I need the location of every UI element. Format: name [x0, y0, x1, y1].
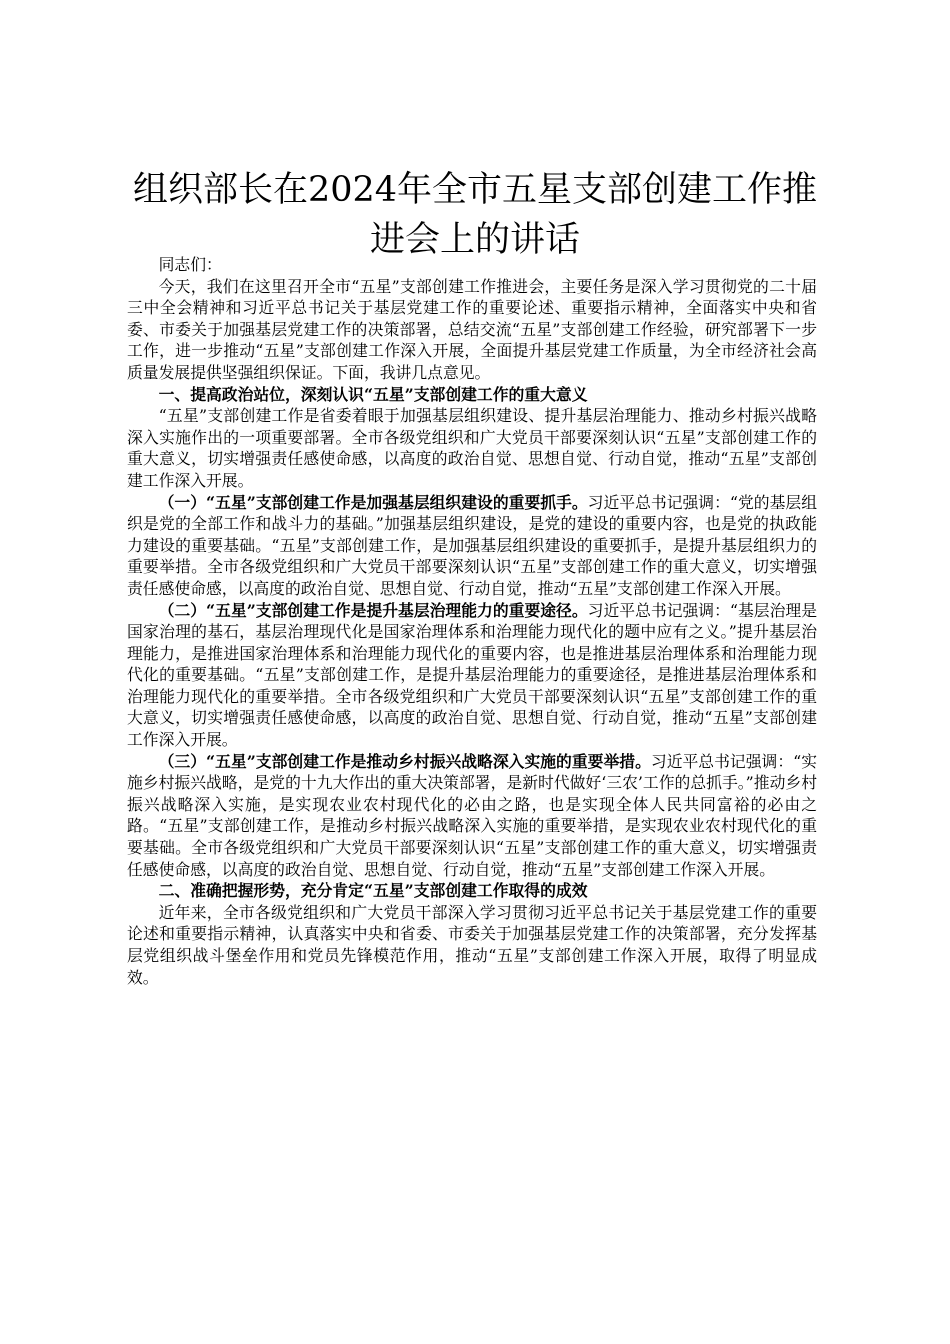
document-title: 组织部长在2024年全市五星支部创建工作推进会上的讲话 [132, 170, 818, 260]
intro-paragraph: 今天，我们在这里召开全市“五星”支部创建工作推进会，主要任务是深入学习贯彻党的二十届三中全会精神和习近平总书记关于基层党建工作的重要论述、重要指示精神，全面落实中央和省委、市委关于加强基层党建工作的决策部署，总结交流“五星”支部创建工作经验，研究部署下一步工作，进一步推动“五星”支部创建工作深入开展，全面提升基层党建工作质量，为全市经济社会高质量发展提供坚强组织保证。下面，我讲几点意见。 [127, 276, 817, 382]
salutation: 同志们： [158, 255, 222, 274]
point-1-text: 习近平总书记强调：“党的基层组织是党的全部工作和战斗力的基础。”加强基层组织建设，是党的建设的重要内容，也是党的执政能力建设的重要基础。“五星”支部创建工作，是加强基层组织建设的重要抓手，是提升基层组织力的重要举措。全市各级党组织和广大党员干部要深刻认识“五星”支部创建工作的重大意义，切实增强责任感使命感，以高度的政治自觉、思想自觉、行动自觉，推动“五星”支部创建工作深入开展。 [127, 492, 817, 598]
point-3-lead: （三）“五星”支部创建工作是推动乡村振兴战略深入实施的重要举措。 [158, 751, 651, 771]
point-1-paragraph [127, 492, 817, 600]
point-1-lead: （一）“五星”支部创建工作是加强基层组织建设的重要抓手。 [158, 492, 588, 512]
point-3-text: 习近平总书记强调：“实施乡村振兴战略，是党的十九大作出的重大决策部署，是新时代做好‘三农’工作的总抓手。”推动乡村振兴战略深入实施，是实现农业农村现代化的必由之路，也是实现全体人民共同富裕的必由之路。“五星”支部创建工作，是推动乡村振兴战略深入实施的重要举措，是实现农业农村现代化的重要基础。全市各级党组织和广大党员干部要深刻认识“五星”支部创建工作的重大意义，切实增强责任感使命感，以高度的政治自觉、思想自觉、行动自觉，推动“五星”支部创建工作深入开展。 [127, 751, 817, 879]
point-2-lead: （二）“五星”支部创建工作是提升基层治理能力的重要途径。 [158, 600, 588, 620]
document-body [127, 254, 817, 988]
point-3-paragraph [127, 751, 817, 881]
section-1-heading: 一、提高政治站位，深刻认识“五星”支部创建工作的重大意义 [158, 384, 588, 404]
point-2-paragraph [127, 600, 817, 751]
section-2-heading: 二、准确把握形势，充分肯定“五星”支部创建工作取得的成效 [158, 881, 588, 901]
point-2-text: 习近平总书记强调：“基层治理是国家治理的基石，基层治理现代化是国家治理体系和治理能力现代化的题中应有之义。”提升基层治理能力，是推进国家治理体系和治理能力现代化的重要内容，也是推进基层治理体系和治理能力现代化的重要基础。“五星”支部创建工作，是提升基层治理能力的重要途径，是推进基层治理体系和治理能力现代化的重要举措。全市各级党组织和广大党员干部要深刻认识“五星”支部创建工作的重大意义，切实增强责任感使命感，以高度的政治自觉、思想自觉、行动自觉，推动“五星”支部创建工作深入开展。 [127, 600, 817, 750]
section-1-paragraph: “五星”支部创建工作是省委着眼于加强基层组织建设、提升基层治理能力、推动乡村振兴战略深入实施作出的一项重要部署。全市各级党组织和广大党员干部要深刻认识“五星”支部创建工作的重大意义，切实增强责任感使命感，以高度的政治自觉、思想自觉、行动自觉，推动“五星”支部创建工作深入开展。 [127, 406, 817, 490]
section-2-paragraph: 近年来，全市各级党组织和广大党员干部深入学习贯彻习近平总书记关于基层党建工作的重要论述和重要指示精神，认真落实中央和省委、市委关于加强基层党建工作的决策部署，充分发挥基层党组织战斗堡垒作用和党员先锋模范作用，推动“五星”支部创建工作深入开展，取得了明显成效。 [127, 902, 817, 987]
